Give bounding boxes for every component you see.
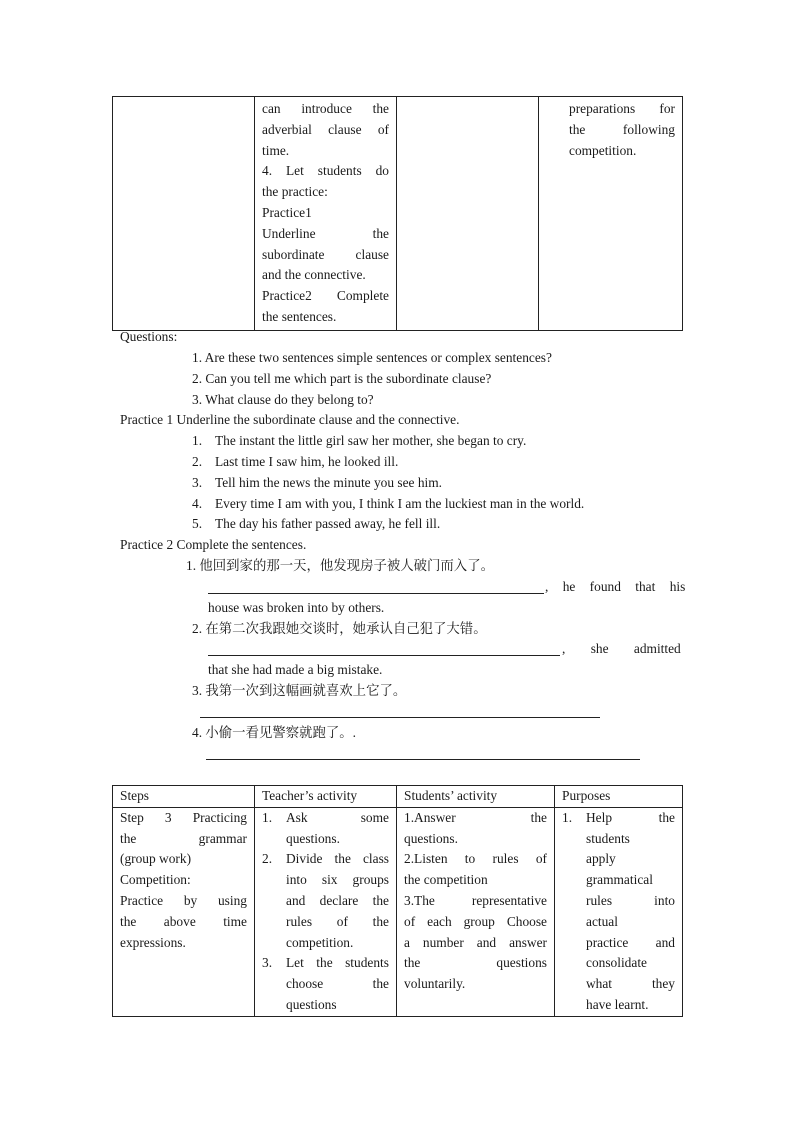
students-activity-cell — [397, 807, 555, 1016]
item-number: 1. — [562, 809, 573, 825]
purposes-cell — [539, 97, 683, 331]
text-line: time. — [262, 142, 290, 158]
teacher-activity-list — [262, 808, 389, 1016]
text-line: students — [586, 830, 630, 846]
text-line: grammatical — [586, 872, 653, 888]
answer-blank[interactable] — [200, 717, 600, 718]
text-line: actual — [586, 913, 618, 929]
text-line: the questions — [404, 955, 547, 971]
question-item: 1. Are these two sentences simple sentences or complex sentences? — [192, 350, 552, 365]
text-line: (group work) — [120, 851, 192, 867]
text-line: rules of the — [286, 913, 389, 929]
teacher-activity-cell — [255, 97, 397, 331]
questions-heading: Questions: — [120, 329, 178, 344]
text-line: expressions. — [120, 934, 186, 950]
text-line: 1.Answer the — [404, 809, 547, 825]
text-line: Practice by using — [120, 892, 247, 908]
text-line: Divide the class — [286, 851, 389, 867]
item-text: The day his father passed away, he fell ill. — [215, 516, 441, 531]
text-line: Ask some — [286, 809, 389, 825]
text-line: a number and answer — [404, 934, 547, 950]
sentence-continuation: that she had made a big mistake. — [208, 662, 383, 677]
practice2-heading: Practice 2 Complete the sentences. — [120, 537, 307, 552]
item-number: 1. — [192, 433, 203, 448]
text-line: adverbial clause of — [262, 121, 389, 137]
item-number: 5. — [192, 516, 203, 531]
text-line: and the connective. — [262, 267, 366, 283]
item-number: 2. — [262, 851, 273, 867]
list-item — [192, 514, 441, 535]
text-line: apply — [586, 851, 616, 867]
item-number: 3. — [262, 955, 273, 971]
text-line: Let the students — [286, 955, 389, 971]
text-line: the following — [569, 121, 675, 137]
text-line: the sentences. — [262, 308, 337, 324]
text-line: can introduce the — [262, 101, 389, 116]
list-item — [262, 808, 389, 850]
students-activity-cell — [397, 97, 539, 331]
text-line: Step 3 Practicing — [120, 809, 247, 825]
practice1-heading: Practice 1 Underline the subordinate clause and the connective. — [120, 412, 460, 427]
teacher-activity-cell — [255, 807, 397, 1016]
table-header-row — [113, 786, 683, 808]
text-line: 4. Let students do — [262, 163, 389, 179]
header-teacher-activity: Teacher’s activity — [255, 786, 397, 808]
text-line: Underline the — [262, 225, 389, 241]
item-text: Last time I saw him, he looked ill. — [215, 454, 399, 469]
header-purposes: Purposes — [555, 786, 683, 808]
list-item — [192, 473, 443, 494]
text-line: choose the — [286, 976, 389, 992]
text-line: practice and — [586, 934, 675, 950]
chinese-prompt: 3. 我第一次到这幅画就喜欢上它了。 — [192, 683, 407, 698]
text-line: Competition: — [120, 872, 191, 888]
text-line: the above time — [120, 913, 247, 929]
item-text: Tell him the news the minute you see him. — [215, 475, 443, 490]
answer-blank[interactable] — [208, 593, 544, 594]
list-item — [192, 431, 527, 452]
text-line: the practice: — [262, 184, 328, 200]
after-blank-text — [562, 639, 681, 660]
text-line: and declare the — [286, 892, 389, 908]
answer-blank[interactable] — [206, 759, 640, 760]
list-item — [262, 953, 389, 1015]
text-line: consolidate — [586, 955, 647, 971]
sentence-continuation: house was broken into by others. — [208, 600, 385, 615]
after-blank-fragment: , he found that his — [545, 579, 686, 594]
question-item: 2. Can you tell me which part is the subordinate clause? — [192, 371, 492, 386]
text-line: Help the — [586, 809, 675, 825]
list-item — [192, 452, 399, 473]
item-number: 2. — [192, 454, 203, 469]
text-line: voluntarily. — [404, 976, 466, 992]
text-line: 3.The representative — [404, 892, 547, 908]
chinese-prompt: 2. 在第二次我跟她交谈时，她承认自己犯了大错。 — [192, 621, 487, 636]
text-line: the grammar — [120, 830, 247, 846]
item-number: 3. — [192, 475, 203, 490]
item-number: 4. — [192, 496, 203, 511]
text-line: subordinate clause — [262, 246, 389, 262]
table-row — [113, 97, 683, 331]
question-item: 3. What clause do they belong to? — [192, 392, 374, 407]
list-item — [192, 494, 585, 515]
text-line: into six groups — [286, 872, 389, 888]
after-blank-fragment: , she admitted — [562, 641, 681, 656]
text-line: 2.Listen to rules of — [404, 851, 547, 867]
steps-cell — [113, 807, 255, 1016]
text-line: the competition — [404, 872, 488, 888]
answer-blank[interactable] — [208, 655, 560, 656]
lesson-plan-table — [112, 785, 683, 1017]
steps-cell — [113, 97, 255, 331]
text-line: questions. — [404, 830, 458, 846]
text-line: Practice2 Complete — [262, 288, 389, 304]
after-blank-text — [545, 577, 686, 598]
text-line: questions — [286, 996, 337, 1012]
text-line: of each group Choose — [404, 913, 547, 929]
chinese-prompt: 1. 他回到家的那一天，他发现房子被人破门而入了。 — [186, 558, 494, 573]
item-number: 1. — [262, 809, 273, 825]
text-line: rules into — [586, 892, 675, 908]
item-text: The instant the little girl saw her mother, she began to cry. — [215, 433, 527, 448]
text-line: what they — [586, 976, 675, 992]
purpose-item — [562, 808, 675, 1016]
text-line: questions. — [286, 830, 340, 846]
text-line: have learnt. — [586, 996, 649, 1012]
item-text: Every time I am with you, I think I am the luckiest man in the world. — [215, 496, 585, 511]
list-item — [262, 849, 389, 953]
header-steps: Steps — [113, 786, 255, 808]
table-row — [113, 807, 683, 1016]
text-line: competition. — [569, 142, 637, 158]
header-students-activity: Students’ activity — [397, 786, 555, 808]
purposes-cell — [555, 807, 683, 1016]
chinese-prompt: 4. 小偷一看见警察就跑了。. — [192, 725, 357, 740]
lesson-plan-table-continued — [112, 96, 683, 331]
text-line: competition. — [286, 934, 354, 950]
text-line: preparations for — [569, 101, 675, 116]
text-line: Practice1 — [262, 204, 312, 220]
